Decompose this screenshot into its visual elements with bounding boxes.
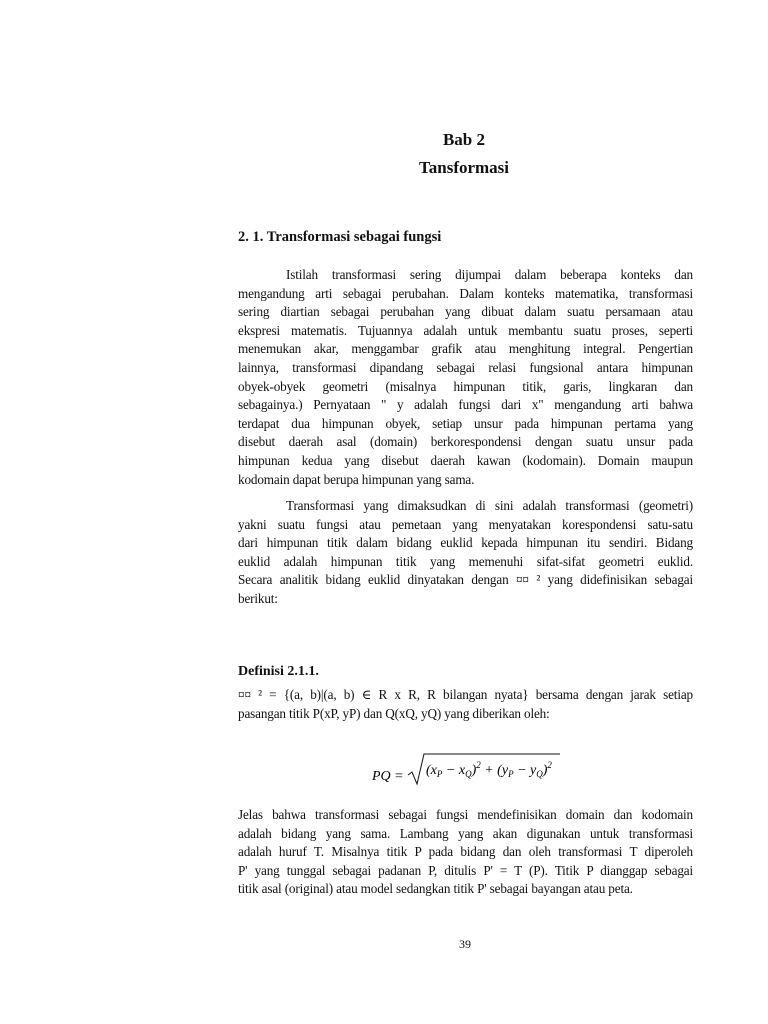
paragraph-line: P' yang tunggal sebagai padanan P, ditulis P' = T (P). Titik P dianggap sebagai [238,862,693,878]
paragraph-line: Jelas bahwa transformasi sebagai fungsi mendefinisikan domain dan kodomain [238,807,693,822]
paragraph-line: euklid adalah himpunan titik yang memenuhi sifat-sifat geometri euklid. [238,553,693,569]
svg-text:(xP − xQ)2 + (yP − yQ)2: $(x_P - x_Q)^2 + (y_P - y_Q)^2$ [426,760,552,779]
chapter-number: Bab 2 [442,130,486,149]
paragraph-line: menemukan akar, menggambar grafik atau menghitung integral. Pengertian [238,341,693,357]
paragraph-line: yakni suatu fungsi atau pemetaan yang menyatakan korespondensi satu-satu [238,516,693,532]
paragraph-line: sebagainya.) Pernyataan " y adalah fungsi dari x" mengandung arti bahwa [238,397,693,413]
svg-text:PQ =: PQ = [372,769,404,784]
paragraph-line: Secara analitik bidang euklid dinyatakan dengan ¤¤ ² yang didefinisikan sebagai [238,572,693,588]
paragraph-line: Transformasi yang dimaksudkan di sini adalah transformasi (geometri) [286,498,693,513]
paragraph-line: terdapat dua himpunan obyek, setiap unsur pada himpunan pertama yang [238,415,693,431]
section-heading: 2. 1. Transformasi sebagai fungsi [238,229,442,245]
paragraph-line: adalah bidang yang sama. Lambang yang akan digunakan untuk transformasi [238,825,693,841]
paragraph-line: disebut daerah asal (domain) berkorespondensi dengan suatu unsur pada [238,434,693,450]
paragraph-line: titik asal (original) atau model sedangkan titik P' sebagai bayangan atau peta. [238,881,633,897]
definition-line: ¤¤ ² = {(a, b)|(a, b) ∈ R x R, R bilangan nyata} bersama dengan jarak setiap [238,687,693,702]
paragraph-line: sering diartian sebagai perubahan yang dibuat dalam suatu persamaan atau [238,304,693,320]
paragraph-line: adalah huruf T. Misalnya titik P pada bidang dan oleh transformasi T diperoleh [238,844,693,860]
paragraph-line: berikut: [238,590,278,606]
paragraph-line: himpunan kedua yang disebut daerah kawan (kodomain). Domain maupun [238,452,693,468]
paragraph-line: ekspresi matematis. Tujuannya adalah untuk membantu suatu proses, seperti [238,322,693,338]
paragraph-3 [238,806,693,899]
paragraph-line: lainnya, transformasi dipandang sebagai relasi fungsional antara himpunan [238,359,693,375]
distance-formula-graphic [372,748,562,788]
page-number: 39 [459,937,471,951]
paragraph-2 [238,497,693,609]
paragraph-line: dari himpunan titik dalam bidang euklid kepada himpunan itu sendiri. Bidang [238,535,693,551]
paragraph-line: obyek-obyek geometri (misalnya himpunan titik, garis, lingkaran dan [238,378,693,394]
definition-title: Definisi 2.1.1. [238,664,319,679]
chapter-title: Tansformasi [418,158,510,177]
paragraph-1 [238,266,693,489]
paragraph-line: Istilah transformasi sering dijumpai dalam beberapa konteks dan [286,267,693,282]
definition-body [238,686,693,723]
paragraph-line: mengandung arti sebagai perubahan. Dalam konteks matematika, transformasi [238,285,693,301]
paragraph-line: kodomain dapat berupa himpunan yang sama. [238,471,475,487]
definition-line: pasangan titik P(xP, yP) dan Q(xQ, yQ) yang diberikan oleh: [238,705,550,721]
